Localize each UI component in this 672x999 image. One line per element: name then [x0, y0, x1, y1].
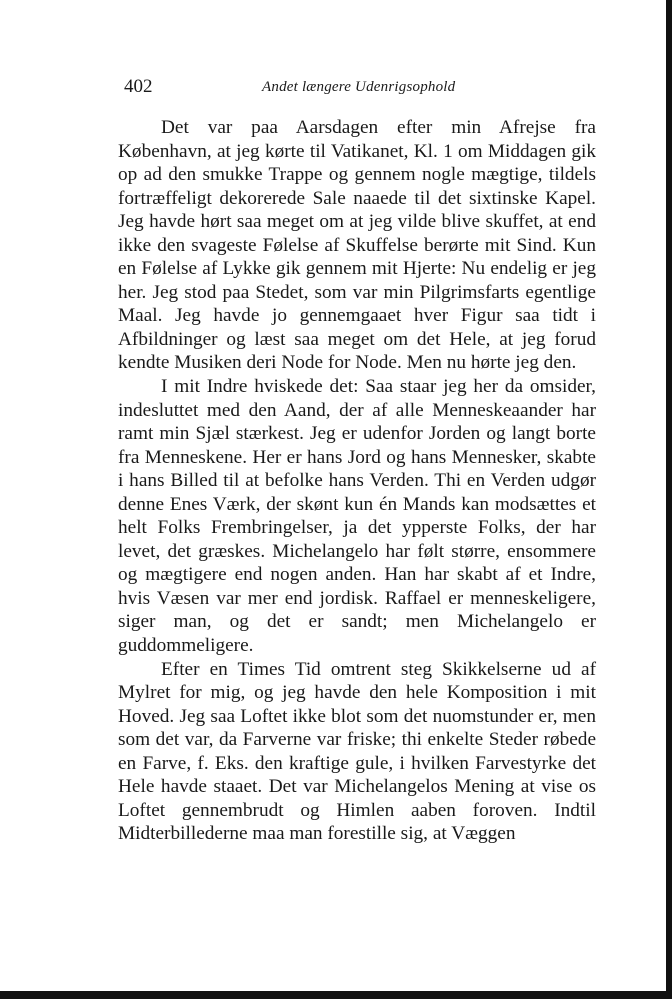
page-edge-shadow-right: [666, 0, 672, 999]
paragraph-2: I mit Indre hviskede det: Saa staar jeg her da omsider, indesluttet med den Aand, der af alle Menneskeaander har ramt min Sjæl stærkest. Jeg er udenfor Jorden og langt borte fra Menneskene. Her er hans Jord og hans Mennesker, skabte i hans Billed til at befolke hans Verden. Thi en Verden udgør denne Enes Værk, der skønt kun én Mands kan modsættes et helt Folks Frembringelser, ja det ypperste Folks, der har levet, det græskes. Michelangelo har følt større, ensommere og mægtigere end nogen anden. Han har skabt af et Indre, hvis Væsen var mer end jordisk. Raffael er menneskeligere, siger man, og det er sandt; men Michelangelo er guddommeligere.: [118, 376, 596, 657]
body-text: [118, 116, 596, 846]
paragraph-3: Efter en Times Tid omtrent steg Skikkelserne ud af Mylret for mig, og jeg havde den hele Komposition i mit Hoved. Jeg saa Loftet ikke blot som det nuomstunder er, men som det var, da Farverne var friske; thi enkelte Steder røbede en Farve, f. Eks. den kraftige gule, i hvilken Farvestyrke det Hele havde staaet. Det var Michelangelos Mening at vise os Loftet gennembrudt og Himlen aaben foroven. Indtil Midterbillederne maa man forestille sig, at Væggen: [118, 658, 596, 845]
paragraph-1: Det var paa Aarsdagen efter min Afrejse fra København, at jeg kørte til Vatikanet, Kl. 1 om Middagen gik op ad den smukke Trappe og gennem nogle mægtige, tildels fortræffeligt dekorerede Sale naaede til det sixtinske Kapel. Jeg havde hørt saa meget om at jeg vilde blive skuffet, at end ikke den svageste Følelse af Skuffelse berørte mit Sind. Kun en Følelse af Lykke gik gennem mit Hjerte: Nu endelig er jeg her. Jeg stod paa Stedet, som var min Pilgrimsfarts egentlige Maal. Jeg havde jo gennemgaaet hver Figur saa tidt i Afbildninger og læst saa meget om det Hele, at jeg forud kendte Musiken deri Node for Node. Men nu hørte jeg den.: [118, 117, 596, 374]
page-number: 402: [124, 76, 153, 97]
running-title: Andet længere Udenrigsophold: [262, 79, 456, 95]
page-header: [124, 76, 594, 100]
page-edge-shadow-bottom: [0, 991, 672, 999]
